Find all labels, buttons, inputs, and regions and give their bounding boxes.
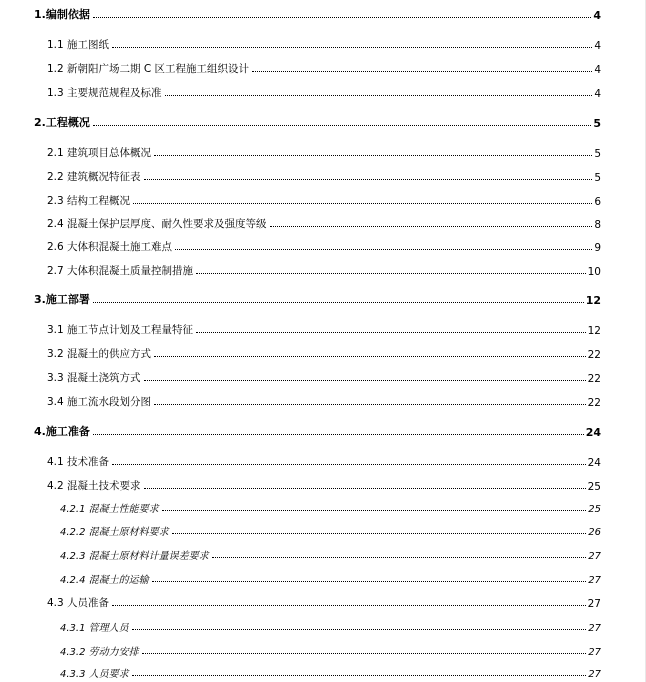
toc-entry[interactable] <box>47 477 601 493</box>
toc-entry-page-number: 22 <box>587 373 601 385</box>
toc-dot-leader <box>132 675 587 676</box>
toc-dot-leader <box>154 356 586 357</box>
toc-dot-leader <box>93 434 584 435</box>
toc-dot-leader <box>133 203 592 204</box>
toc-entry[interactable] <box>47 262 601 278</box>
toc-entry-label: 3.2 混凝土的供应方式 <box>47 348 152 360</box>
toc-entry-page-number: 4 <box>594 40 601 52</box>
toc-entry-label: 4.2.3 混凝土原材料计量误差要求 <box>60 551 209 562</box>
toc-entry[interactable] <box>60 642 601 658</box>
toc-entry-page-number: 27 <box>588 623 601 634</box>
toc-entry-label: 4.2 混凝土技术要求 <box>47 480 141 492</box>
toc-entry-label: 1.2 新朝阳广场二期 C 区工程施工组织设计 <box>47 63 250 75</box>
toc-entry-label: 2.工程概况 <box>34 116 90 129</box>
toc-dot-leader <box>112 47 592 48</box>
toc-entry-label: 3.3 混凝土浇筑方式 <box>47 372 141 384</box>
toc-entry-label: 3.4 施工流水段划分图 <box>47 396 152 408</box>
toc-dot-leader <box>196 273 586 274</box>
toc-entry[interactable] <box>47 60 601 76</box>
toc-dot-leader <box>144 179 593 180</box>
toc-entry-page-number: 22 <box>587 349 601 361</box>
toc-entry-page-number: 4 <box>594 64 601 76</box>
toc-entry-label: 2.1 建筑项目总体概况 <box>47 147 152 159</box>
toc-entry-label: 1.编制依据 <box>34 8 90 21</box>
toc-dot-leader <box>154 404 586 405</box>
toc-entry-page-number: 24 <box>585 426 601 439</box>
toc-entry[interactable] <box>34 291 601 307</box>
toc-entry[interactable] <box>47 594 601 610</box>
toc-entry-label: 4.3.2 劳动力安排 <box>60 647 139 658</box>
toc-entry-label: 4.3.1 管理人员 <box>60 623 129 634</box>
toc-entry-label: 1.1 施工图纸 <box>47 39 110 51</box>
toc-entry-page-number: 4 <box>594 88 601 100</box>
toc-dot-leader <box>112 464 586 465</box>
toc-entry-page-number: 12 <box>587 325 601 337</box>
toc-dot-leader <box>144 488 586 489</box>
toc-dot-leader <box>162 510 587 511</box>
toc-entry[interactable] <box>34 6 601 22</box>
toc-entry-label: 2.6 大体积混凝土施工难点 <box>47 241 173 253</box>
toc-dot-leader <box>142 653 587 654</box>
toc-entry[interactable] <box>47 168 601 184</box>
toc-entry-label: 4.2.1 混凝土性能要求 <box>60 504 159 515</box>
toc-dot-leader <box>172 533 587 534</box>
toc-entry[interactable] <box>47 453 601 469</box>
toc-dot-leader <box>112 605 586 606</box>
toc-entry-page-number: 5 <box>594 172 601 184</box>
toc-entry-label: 2.4 混凝土保护层厚度、耐久性要求及强度等级 <box>47 218 267 230</box>
toc-entry-page-number: 4 <box>593 9 601 22</box>
toc-entry[interactable] <box>60 618 601 634</box>
toc-entry-page-number: 22 <box>587 397 601 409</box>
toc-entry-label: 4.1 技术准备 <box>47 456 110 468</box>
toc-entry-label: 2.3 结构工程概况 <box>47 195 131 207</box>
toc-entry[interactable] <box>47 393 601 409</box>
toc-entry-page-number: 26 <box>588 527 601 538</box>
toc-entry[interactable] <box>60 664 601 680</box>
toc-entry-label: 1.3 主要规范规程及标准 <box>47 87 162 99</box>
toc-dot-leader <box>132 629 587 630</box>
toc-entry-label: 4.施工准备 <box>34 425 90 438</box>
toc-dot-leader <box>252 71 592 72</box>
toc-dot-leader <box>93 125 592 126</box>
toc-entry-page-number: 25 <box>587 481 601 493</box>
toc-entry-page-number: 24 <box>587 457 601 469</box>
toc-entry[interactable] <box>47 321 601 337</box>
toc-entry[interactable] <box>60 570 601 586</box>
toc-entry[interactable] <box>47 144 601 160</box>
toc-entry[interactable] <box>34 423 601 439</box>
toc-entry-page-number: 6 <box>594 196 601 208</box>
toc-entry-page-number: 5 <box>593 117 601 130</box>
toc-entry-label: 4.3.3 人员要求 <box>60 669 129 680</box>
toc-dot-leader <box>175 249 592 250</box>
toc-dot-leader <box>93 17 592 18</box>
toc-entry-page-number: 27 <box>588 669 601 680</box>
toc-entry[interactable] <box>47 238 601 254</box>
toc-entry[interactable] <box>47 215 601 231</box>
toc-entry-page-number: 27 <box>587 598 601 610</box>
toc-entry[interactable] <box>47 369 601 385</box>
toc-dot-leader <box>212 557 587 558</box>
toc-dot-leader <box>144 380 586 381</box>
toc-entry[interactable] <box>47 36 601 52</box>
toc-entry[interactable] <box>47 345 601 361</box>
toc-entry-page-number: 12 <box>585 294 601 307</box>
toc-entry[interactable] <box>60 546 601 562</box>
toc-entry-label: 3.施工部署 <box>34 293 90 306</box>
toc-entry[interactable] <box>60 499 601 515</box>
toc-entry-page-number: 8 <box>594 219 601 231</box>
toc-entry-label: 2.2 建筑概况特征表 <box>47 171 141 183</box>
toc-entry-page-number: 5 <box>594 148 601 160</box>
toc-entry-label: 2.7 大体积混凝土质量控制措施 <box>47 265 194 277</box>
toc-entry-page-number: 27 <box>588 575 601 586</box>
toc-entry-page-number: 27 <box>588 551 601 562</box>
toc-dot-leader <box>165 95 593 96</box>
toc-entry[interactable] <box>47 84 601 100</box>
toc-entry[interactable] <box>47 192 601 208</box>
toc-entry-label: 4.2.2 混凝土原材料要求 <box>60 527 169 538</box>
toc-entry[interactable] <box>60 522 601 538</box>
toc-dot-leader <box>93 302 584 303</box>
toc-dot-leader <box>270 226 593 227</box>
toc-entry-label: 4.3 人员准备 <box>47 597 110 609</box>
toc-entry-label: 4.2.4 混凝土的运输 <box>60 575 149 586</box>
toc-dot-leader <box>196 332 586 333</box>
toc-entry-page-number: 27 <box>588 647 601 658</box>
toc-entry[interactable] <box>34 114 601 130</box>
toc-dot-leader <box>152 581 587 582</box>
toc-entry-page-number: 25 <box>588 504 601 515</box>
toc-entry-label: 3.1 施工节点计划及工程量特征 <box>47 324 194 336</box>
toc-entry-page-number: 9 <box>594 242 601 254</box>
toc-dot-leader <box>154 155 592 156</box>
toc-entry-page-number: 10 <box>587 266 601 278</box>
